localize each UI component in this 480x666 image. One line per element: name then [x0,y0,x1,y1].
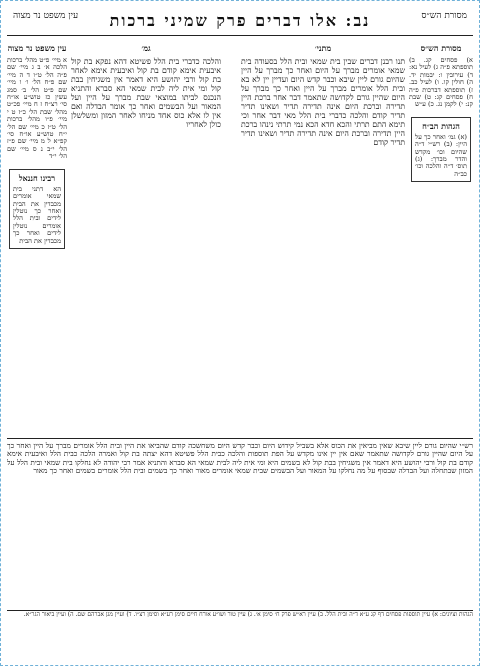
ein-mishpat-text: א מיי׳ פ״ט מהל׳ ברכות הלכה א׳ ב ג מיי׳ שם פ״ה הל׳ ט״ו ד ה מיי׳ שם פ״ח הל׳ ו׳ ו מיי׳ שם פ״ט הל׳ ב׳ סמג עשין כז טוש״ע או״ח סי׳ רצ״ח ז ח מיי׳ פכ״ט מהל׳ שבת הל׳ כ״ז ט י מיי׳ פ״ו מהל׳ ברכות הל׳ ט״ז כ מיי׳ שם הל׳ י״ח טוש״ע או״ח סי׳ קפ״א ל מ מיי׳ שם פ״ז הל׳ י״ב נ ס מיי׳ שם הל׳ י״ד [7,56,67,161]
mishnah-label: מתני׳ [314,43,332,53]
hagahot-habach-box [411,117,471,182]
page-header [7,7,473,36]
ein-mishpat-label: עין משפט נר מצוה [7,43,67,53]
rabbeinu-chananel-label: רבינו חננאל [18,172,56,183]
hagahot-habach-label: הגהות הב״ח [422,120,460,131]
masoret-hashas-label: מסורת הש״ס [420,43,462,53]
mishnah-text: תנו רבנן דברים שבין בית שמאי ובית הלל בסעודה בית שמאי אומרים מברך על היום ואחר כך מברך על היין שהיום גורם ליין שיבא וכבר קדש היום ועדיין יין לא בא ובית הלל אומרים מברך על היין ואחר כך מברך על היום שהיין גורם לקדושה שתאמר דבר אחר ברכת היין תדירה וברכת היום אינה תדירה תדיר ושאינו תדיר תדיר קודם והלכה כדברי בית הלל מאי דבר אחר וכי תימא התם תרתי והכא חדא הכא נמי תרתי נינהו ברכת היין תדירה וברכת היום אינה תדירה תדיר ושאינו תדיר תדיר קודם [241,57,405,147]
masoret-hashas-text: א) פסחים קג. ב) תוספתא פ״ה ג) לעיל נא: ד) עירובין ו: יבמות יד. ה) חולין קו. ו) לעיל כב. ז) תוספתא דברכות פ״ה ח) פסחים קג: ט) שבת קנ: י) לקמן נג. כ) ע״ש [409,56,473,109]
commentary-divider [7,438,473,439]
rabbeinu-chananel-box [9,169,65,249]
gemara-text: והלכה כדברי בית הלל פשיטא דהא נפקא בת קול איבעית אימא קודם בת קול ואיבעית אימא לאחר בת קול ורבי יהושע היא דאמר אין משגיחין בבת קול ומי אית ליה לבית שמאי הא סברא והתניא הנכנס לביתו במוצאי שבת מברך על היין ועל המאור ועל הבשמים ואחר כך אומר הבדלה ואם אין לו אלא כוס אחד מניחו לאחר המזון ומשלשלן כולן לאחריו [71,57,221,129]
rabbeinu-chananel-text: הא דתני בית שמאי אומרים מכבדין את הבית ואחר כך נוטלין לידים ובית הלל אומרים נוטלין לידים ואחר כך מכבדין את הבית [13,184,61,245]
header-right-title: מסורת הש״ס [421,11,467,21]
hagahot-habach-text: (א) גמ׳ ואחר כך על היין: (ב) רש״י ד״ה שהיום וכו׳ מקדש והדר מברך: (ג) תוס׳ ד״ה והלכה וכו׳ כב״ה [415,132,467,178]
header-left-title: עין משפט נר מצוה [13,11,79,21]
page-footer [7,610,473,659]
header-center-title: נב: אלו דברים פרק שמיני ברכות [109,11,371,30]
bottom-commentary [7,435,473,605]
bottom-commentary-text: רש״י שהיום גורם ליין שיבא שאין מביאין את הכוס אלא בשביל קידוש היום וכבר קדש היום משחשכה קודם שהביאו את היין ובית הלל אומרים מברך על היין ואחר כך על היום שהיין גורם לקדושה שתאמר שאם אין יין אינו מקדש על הפת תוספות והלכה כבית הלל פשיטא דהא יצתה בת קול ואמרה הלכה כבית הלל ואיבעית אימא קודם בת קול ורבי יהושע היא דאמר אין משגיחין בבת קול לא בשמים היא ומי אית ליה לבית שמאי הא סברא והתניא אמר רבי יהודה לא נחלקו בית שמאי ובית הלל על המזון שבתחלה ועל הבדלה שבסוף על מה נחלקו על המאור ועל הבשמים שבית שמאי אומרים מאור ואחר כך בשמים ובית הלל אומרים בשמים ואחר כך מאור [7,441,473,476]
gemara-label: גמ׳ [141,43,151,53]
footer-text: הגהות וציונים: א) עיין תוספות פסחים דף קג ע״א ד״ה ובית הלל. ב) עיין רא״ש פרק ח׳ סימן א׳. ג) עיין טור ושו״ע אורח חיים סימן רע״א וסימן רצ״ו. ד) ועיין מגן אברהם שם. ה) ועיין ביאור הגר״א. [23,611,473,618]
